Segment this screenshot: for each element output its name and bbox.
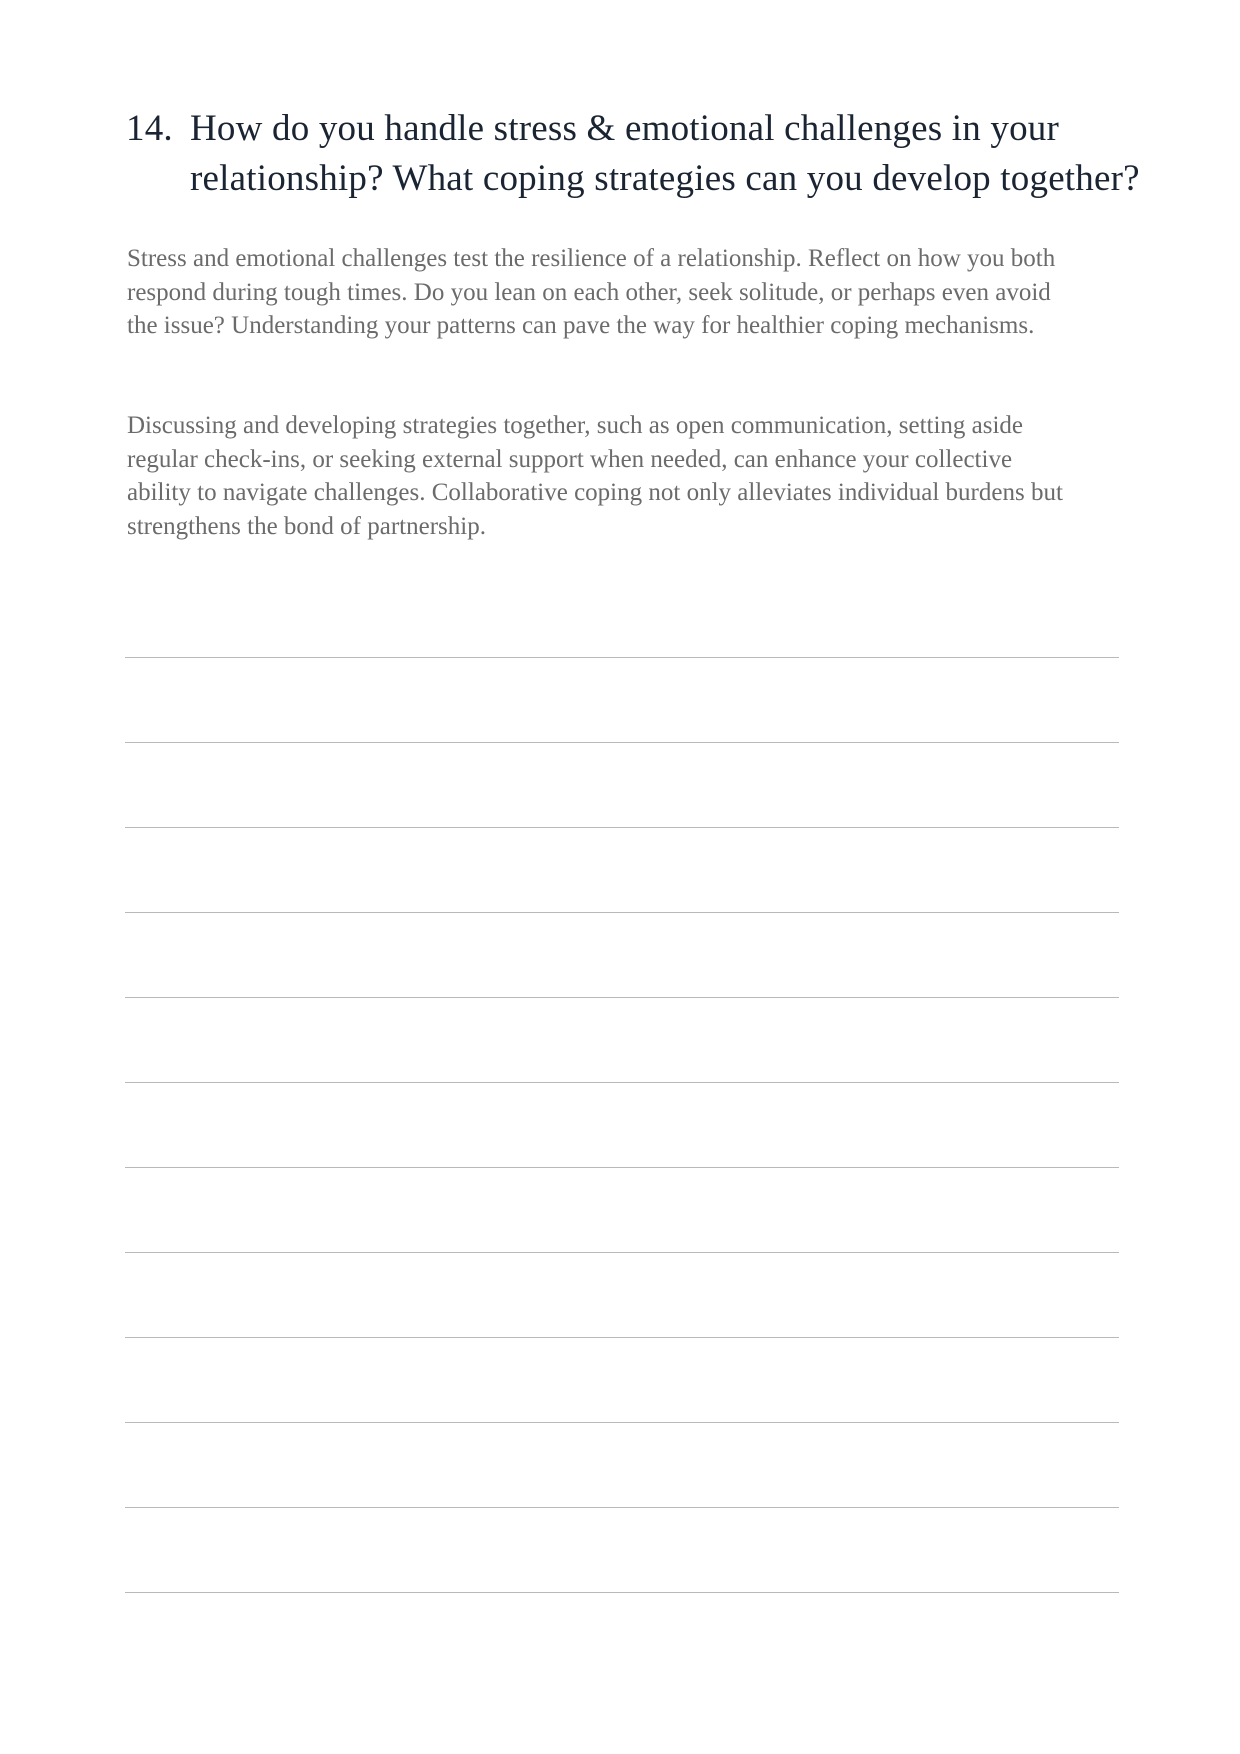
- writing-line: [125, 1422, 1119, 1423]
- question-text: How do you handle stress & emotional challenges in your relationship? What coping strategies can you develop together?: [190, 108, 1140, 199]
- writing-line: [125, 742, 1119, 743]
- question-number: 14.: [126, 108, 173, 149]
- writing-line: [125, 997, 1119, 998]
- strategy-paragraph: Discussing and developing strategies together, such as open communication, setting aside regular check-ins, or seeking external support when needed, can enhance your collective ability to navigate challenges. Collaborative coping not only alleviates individual burdens but strengthens the bond of partnership.: [127, 412, 1063, 540]
- writing-line: [125, 1507, 1119, 1508]
- writing-area: [125, 0, 1119, 1754]
- writing-line: [125, 1082, 1119, 1083]
- intro-paragraph: Stress and emotional challenges test the resilience of a relationship. Reflect on how you both respond during tough times. Do you lean on each other, seek solitude, or perhaps even avoid the issue? Understanding your patterns can pave the way for healthier coping mechanisms.: [127, 245, 1056, 339]
- writing-line: [125, 1167, 1119, 1168]
- writing-line: [125, 1252, 1119, 1253]
- writing-line: [125, 657, 1119, 658]
- writing-line: [125, 912, 1119, 913]
- writing-line: [125, 1592, 1119, 1593]
- writing-line: [125, 1337, 1119, 1338]
- writing-line: [125, 827, 1119, 828]
